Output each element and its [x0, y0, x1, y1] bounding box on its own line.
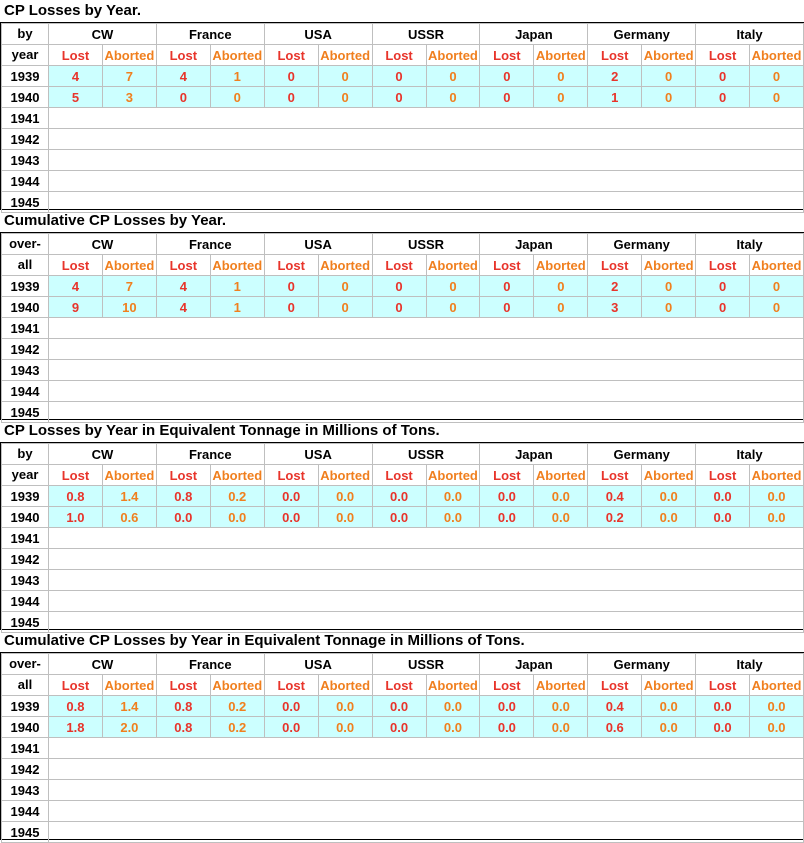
lost-value: 1.0 [49, 507, 103, 528]
lost-value: 0 [372, 297, 426, 318]
table-row [2, 297, 804, 318]
lost-header: Lost [264, 465, 318, 486]
aborted-header: Aborted [426, 255, 480, 276]
lost-header: Lost [264, 255, 318, 276]
lost-value: 0.6 [588, 717, 642, 738]
lost-value: 0.8 [49, 696, 103, 717]
nation-header: France [156, 234, 264, 255]
table-row [2, 339, 804, 360]
nation-header: USSR [372, 654, 480, 675]
lost-header: Lost [588, 255, 642, 276]
data-grid [0, 442, 804, 630]
nation-header: USSR [372, 24, 480, 45]
aborted-value: 0.0 [210, 507, 264, 528]
lost-value: 0 [480, 297, 534, 318]
lost-header: Lost [156, 255, 210, 276]
empty-row-area [49, 318, 804, 339]
lost-value: 0.0 [480, 696, 534, 717]
aborted-value: 0 [534, 297, 588, 318]
aborted-value: 0 [750, 297, 804, 318]
aborted-header: Aborted [534, 675, 588, 696]
aborted-value: 0 [426, 66, 480, 87]
data-grid [0, 652, 804, 840]
lost-header: Lost [588, 465, 642, 486]
lost-value: 0 [696, 297, 750, 318]
lost-header: Lost [588, 45, 642, 66]
aborted-header: Aborted [318, 465, 372, 486]
aborted-header: Aborted [210, 465, 264, 486]
lost-header: Lost [696, 675, 750, 696]
aborted-value: 0 [750, 276, 804, 297]
lost-value: 0 [372, 87, 426, 108]
aborted-header: Aborted [426, 45, 480, 66]
lost-value: 0 [372, 276, 426, 297]
data-grid [0, 232, 804, 420]
table-row [2, 738, 804, 759]
aborted-value: 1.4 [102, 696, 156, 717]
section-title: CP Losses by Year. [4, 2, 142, 19]
lost-value: 4 [156, 297, 210, 318]
aborted-value: 0.0 [642, 717, 696, 738]
aborted-value: 0 [426, 276, 480, 297]
lost-value: 4 [156, 66, 210, 87]
year-label: 1943 [2, 570, 49, 591]
empty-row-area [49, 822, 804, 843]
year-label: 1945 [2, 822, 49, 843]
lost-value: 4 [49, 66, 103, 87]
year-label: 1944 [2, 801, 49, 822]
aborted-value: 0 [534, 276, 588, 297]
lost-value: 0.0 [480, 717, 534, 738]
empty-row-area [49, 108, 804, 129]
nation-header: Italy [696, 234, 804, 255]
lost-value: 0 [264, 66, 318, 87]
lost-value: 0.0 [264, 486, 318, 507]
lost-value: 5 [49, 87, 103, 108]
aborted-value: 1.4 [102, 486, 156, 507]
corner-label-bottom: year [2, 45, 49, 66]
aborted-value: 0.0 [534, 717, 588, 738]
nation-header: CW [49, 654, 157, 675]
year-label: 1943 [2, 150, 49, 171]
corner-label-bottom: all [2, 675, 49, 696]
year-label: 1944 [2, 591, 49, 612]
aborted-value: 0.0 [426, 486, 480, 507]
aborted-value: 0 [642, 66, 696, 87]
aborted-header: Aborted [426, 675, 480, 696]
aborted-header: Aborted [102, 675, 156, 696]
lost-value: 4 [49, 276, 103, 297]
year-label: 1941 [2, 318, 49, 339]
nation-header: USA [264, 24, 372, 45]
aborted-value: 7 [102, 66, 156, 87]
year-label: 1943 [2, 780, 49, 801]
lost-value: 0.0 [264, 717, 318, 738]
table-row [2, 108, 804, 129]
aborted-header: Aborted [750, 675, 804, 696]
aborted-value: 0.0 [750, 696, 804, 717]
lost-value: 0 [480, 276, 534, 297]
lost-header: Lost [156, 465, 210, 486]
year-label: 1945 [2, 402, 49, 423]
lost-header: Lost [49, 255, 103, 276]
table-section [0, 210, 804, 420]
empty-row-area [49, 339, 804, 360]
table-row [2, 549, 804, 570]
lost-header: Lost [480, 45, 534, 66]
aborted-value: 0.0 [318, 486, 372, 507]
aborted-header: Aborted [318, 45, 372, 66]
corner-label-top: over- [2, 654, 49, 675]
empty-row-area [49, 528, 804, 549]
aborted-value: 0 [426, 297, 480, 318]
aborted-value: 0.2 [210, 717, 264, 738]
lost-header: Lost [480, 255, 534, 276]
table-row [2, 759, 804, 780]
lost-value: 0.0 [696, 486, 750, 507]
aborted-header: Aborted [750, 255, 804, 276]
aborted-value: 0.2 [210, 696, 264, 717]
table-row [2, 381, 804, 402]
empty-row-area [49, 801, 804, 822]
year-label: 1939 [2, 486, 49, 507]
year-label: 1940 [2, 507, 49, 528]
aborted-value: 0 [318, 87, 372, 108]
year-label: 1942 [2, 549, 49, 570]
corner-label-top: over- [2, 234, 49, 255]
nation-header: Japan [480, 234, 588, 255]
aborted-header: Aborted [534, 465, 588, 486]
lost-header: Lost [156, 45, 210, 66]
nation-header: USA [264, 654, 372, 675]
lost-value: 0.4 [588, 486, 642, 507]
aborted-value: 0.0 [642, 507, 696, 528]
aborted-value: 0 [318, 276, 372, 297]
lost-header: Lost [49, 675, 103, 696]
nation-header: CW [49, 24, 157, 45]
lost-value: 0.2 [588, 507, 642, 528]
section-title: Cumulative CP Losses by Year in Equivalent Tonnage in Millions of Tons. [4, 632, 525, 649]
aborted-header: Aborted [102, 45, 156, 66]
aborted-value: 0.2 [210, 486, 264, 507]
table-row [2, 591, 804, 612]
year-label: 1945 [2, 612, 49, 633]
year-label: 1940 [2, 87, 49, 108]
table-row [2, 780, 804, 801]
lost-header: Lost [480, 465, 534, 486]
year-label: 1943 [2, 360, 49, 381]
nation-header: France [156, 444, 264, 465]
aborted-value: 0.0 [318, 696, 372, 717]
aborted-value: 0 [534, 87, 588, 108]
nation-header: Germany [588, 654, 696, 675]
year-label: 1941 [2, 528, 49, 549]
nation-header: Germany [588, 234, 696, 255]
year-label: 1942 [2, 339, 49, 360]
lost-value: 0 [696, 87, 750, 108]
nation-header: Japan [480, 444, 588, 465]
table-row [2, 318, 804, 339]
corner-label-top: by [2, 24, 49, 45]
aborted-header: Aborted [750, 45, 804, 66]
year-label: 1941 [2, 738, 49, 759]
year-label: 1944 [2, 381, 49, 402]
lost-value: 0 [372, 66, 426, 87]
table-row [2, 360, 804, 381]
corner-label-bottom: year [2, 465, 49, 486]
empty-row-area [49, 549, 804, 570]
lost-header: Lost [372, 255, 426, 276]
aborted-header: Aborted [318, 255, 372, 276]
aborted-header: Aborted [102, 255, 156, 276]
aborted-value: 7 [102, 276, 156, 297]
empty-row-area [49, 759, 804, 780]
lost-value: 2 [588, 66, 642, 87]
nation-header: USA [264, 444, 372, 465]
aborted-value: 0.6 [102, 507, 156, 528]
table-row [2, 87, 804, 108]
aborted-header: Aborted [642, 255, 696, 276]
year-label: 1942 [2, 759, 49, 780]
aborted-value: 0.0 [534, 696, 588, 717]
lost-value: 0.0 [156, 507, 210, 528]
year-label: 1940 [2, 717, 49, 738]
aborted-value: 0.0 [426, 696, 480, 717]
lost-value: 0.0 [696, 507, 750, 528]
table-section [0, 0, 804, 210]
aborted-value: 0 [642, 297, 696, 318]
aborted-value: 0.0 [750, 717, 804, 738]
aborted-header: Aborted [534, 45, 588, 66]
table-row [2, 507, 804, 528]
year-label: 1939 [2, 696, 49, 717]
nation-header: France [156, 654, 264, 675]
section-title: Cumulative CP Losses by Year. [4, 212, 227, 229]
aborted-value: 1 [210, 297, 264, 318]
table-row [2, 801, 804, 822]
lost-header: Lost [49, 465, 103, 486]
lost-value: 0.0 [264, 507, 318, 528]
table-row [2, 129, 804, 150]
empty-row-area [49, 150, 804, 171]
table-row [2, 150, 804, 171]
lost-header: Lost [372, 465, 426, 486]
nation-header: CW [49, 444, 157, 465]
aborted-value: 0.0 [318, 507, 372, 528]
aborted-value: 0 [750, 87, 804, 108]
lost-value: 0.0 [480, 486, 534, 507]
aborted-header: Aborted [534, 255, 588, 276]
aborted-value: 0.0 [318, 717, 372, 738]
table-row [2, 696, 804, 717]
table-row [2, 66, 804, 87]
aborted-value: 0.0 [426, 507, 480, 528]
aborted-value: 1 [210, 276, 264, 297]
aborted-value: 0 [642, 87, 696, 108]
year-label: 1942 [2, 129, 49, 150]
aborted-header: Aborted [210, 45, 264, 66]
data-grid [0, 22, 804, 210]
nation-header: Japan [480, 654, 588, 675]
table-section [0, 420, 804, 630]
nation-header: Germany [588, 444, 696, 465]
lost-value: 9 [49, 297, 103, 318]
lost-header: Lost [156, 675, 210, 696]
aborted-value: 3 [102, 87, 156, 108]
nation-header: Italy [696, 24, 804, 45]
lost-value: 0.8 [49, 486, 103, 507]
empty-row-area [49, 780, 804, 801]
lost-value: 0 [480, 66, 534, 87]
nation-header: Germany [588, 24, 696, 45]
corner-label-top: by [2, 444, 49, 465]
aborted-value: 10 [102, 297, 156, 318]
lost-value: 4 [156, 276, 210, 297]
lost-value: 0.8 [156, 486, 210, 507]
lost-header: Lost [264, 675, 318, 696]
year-label: 1939 [2, 66, 49, 87]
aborted-value: 1 [210, 66, 264, 87]
empty-row-area [49, 360, 804, 381]
lost-header: Lost [696, 255, 750, 276]
nation-header: France [156, 24, 264, 45]
lost-value: 0.8 [156, 717, 210, 738]
table-row [2, 717, 804, 738]
aborted-value: 0 [210, 87, 264, 108]
aborted-value: 0.0 [642, 486, 696, 507]
lost-value: 0.0 [264, 696, 318, 717]
lost-header: Lost [588, 675, 642, 696]
aborted-header: Aborted [642, 465, 696, 486]
lost-value: 0.0 [372, 507, 426, 528]
year-label: 1941 [2, 108, 49, 129]
lost-value: 0 [264, 276, 318, 297]
section-title: CP Losses by Year in Equivalent Tonnage in Millions of Tons. [4, 422, 440, 439]
aborted-value: 0 [750, 66, 804, 87]
lost-header: Lost [49, 45, 103, 66]
aborted-header: Aborted [642, 675, 696, 696]
empty-row-area [49, 129, 804, 150]
year-label: 1945 [2, 192, 49, 213]
aborted-value: 0 [426, 87, 480, 108]
aborted-value: 0 [318, 66, 372, 87]
aborted-header: Aborted [642, 45, 696, 66]
empty-row-area [49, 591, 804, 612]
lost-value: 0.4 [588, 696, 642, 717]
lost-header: Lost [696, 45, 750, 66]
aborted-value: 0.0 [750, 507, 804, 528]
lost-header: Lost [372, 45, 426, 66]
lost-value: 1 [588, 87, 642, 108]
lost-value: 0.0 [480, 507, 534, 528]
lost-header: Lost [480, 675, 534, 696]
lost-value: 2 [588, 276, 642, 297]
lost-value: 0.0 [372, 696, 426, 717]
table-row [2, 570, 804, 591]
lost-value: 0.0 [372, 486, 426, 507]
lost-value: 0 [264, 87, 318, 108]
lost-header: Lost [696, 465, 750, 486]
nation-header: Japan [480, 24, 588, 45]
year-label: 1944 [2, 171, 49, 192]
table-row [2, 171, 804, 192]
aborted-value: 0.0 [642, 696, 696, 717]
year-label: 1939 [2, 276, 49, 297]
aborted-value: 0.0 [426, 717, 480, 738]
aborted-header: Aborted [210, 255, 264, 276]
empty-row-area [49, 570, 804, 591]
lost-value: 0.0 [696, 717, 750, 738]
table-row [2, 528, 804, 549]
table-row [2, 276, 804, 297]
lost-value: 3 [588, 297, 642, 318]
aborted-header: Aborted [318, 675, 372, 696]
lost-value: 0.8 [156, 696, 210, 717]
aborted-value: 0 [534, 66, 588, 87]
year-label: 1940 [2, 297, 49, 318]
aborted-value: 0.0 [534, 486, 588, 507]
lost-value: 0 [696, 66, 750, 87]
table-section [0, 630, 804, 840]
nation-header: Italy [696, 654, 804, 675]
empty-row-area [49, 738, 804, 759]
nation-header: USA [264, 234, 372, 255]
empty-row-area [49, 381, 804, 402]
table-row [2, 486, 804, 507]
table-row [2, 822, 804, 843]
lost-header: Lost [264, 45, 318, 66]
corner-label-bottom: all [2, 255, 49, 276]
lost-value: 1.8 [49, 717, 103, 738]
aborted-header: Aborted [426, 465, 480, 486]
nation-header: USSR [372, 234, 480, 255]
aborted-value: 0 [318, 297, 372, 318]
aborted-value: 0.0 [750, 486, 804, 507]
aborted-value: 0 [642, 276, 696, 297]
lost-value: 0 [264, 297, 318, 318]
nation-header: USSR [372, 444, 480, 465]
lost-value: 0 [156, 87, 210, 108]
lost-header: Lost [372, 675, 426, 696]
empty-row-area [49, 171, 804, 192]
aborted-value: 0.0 [534, 507, 588, 528]
aborted-header: Aborted [750, 465, 804, 486]
aborted-header: Aborted [210, 675, 264, 696]
aborted-header: Aborted [102, 465, 156, 486]
lost-value: 0 [480, 87, 534, 108]
nation-header: CW [49, 234, 157, 255]
nation-header: Italy [696, 444, 804, 465]
lost-value: 0 [696, 276, 750, 297]
lost-value: 0.0 [696, 696, 750, 717]
aborted-value: 2.0 [102, 717, 156, 738]
lost-value: 0.0 [372, 717, 426, 738]
